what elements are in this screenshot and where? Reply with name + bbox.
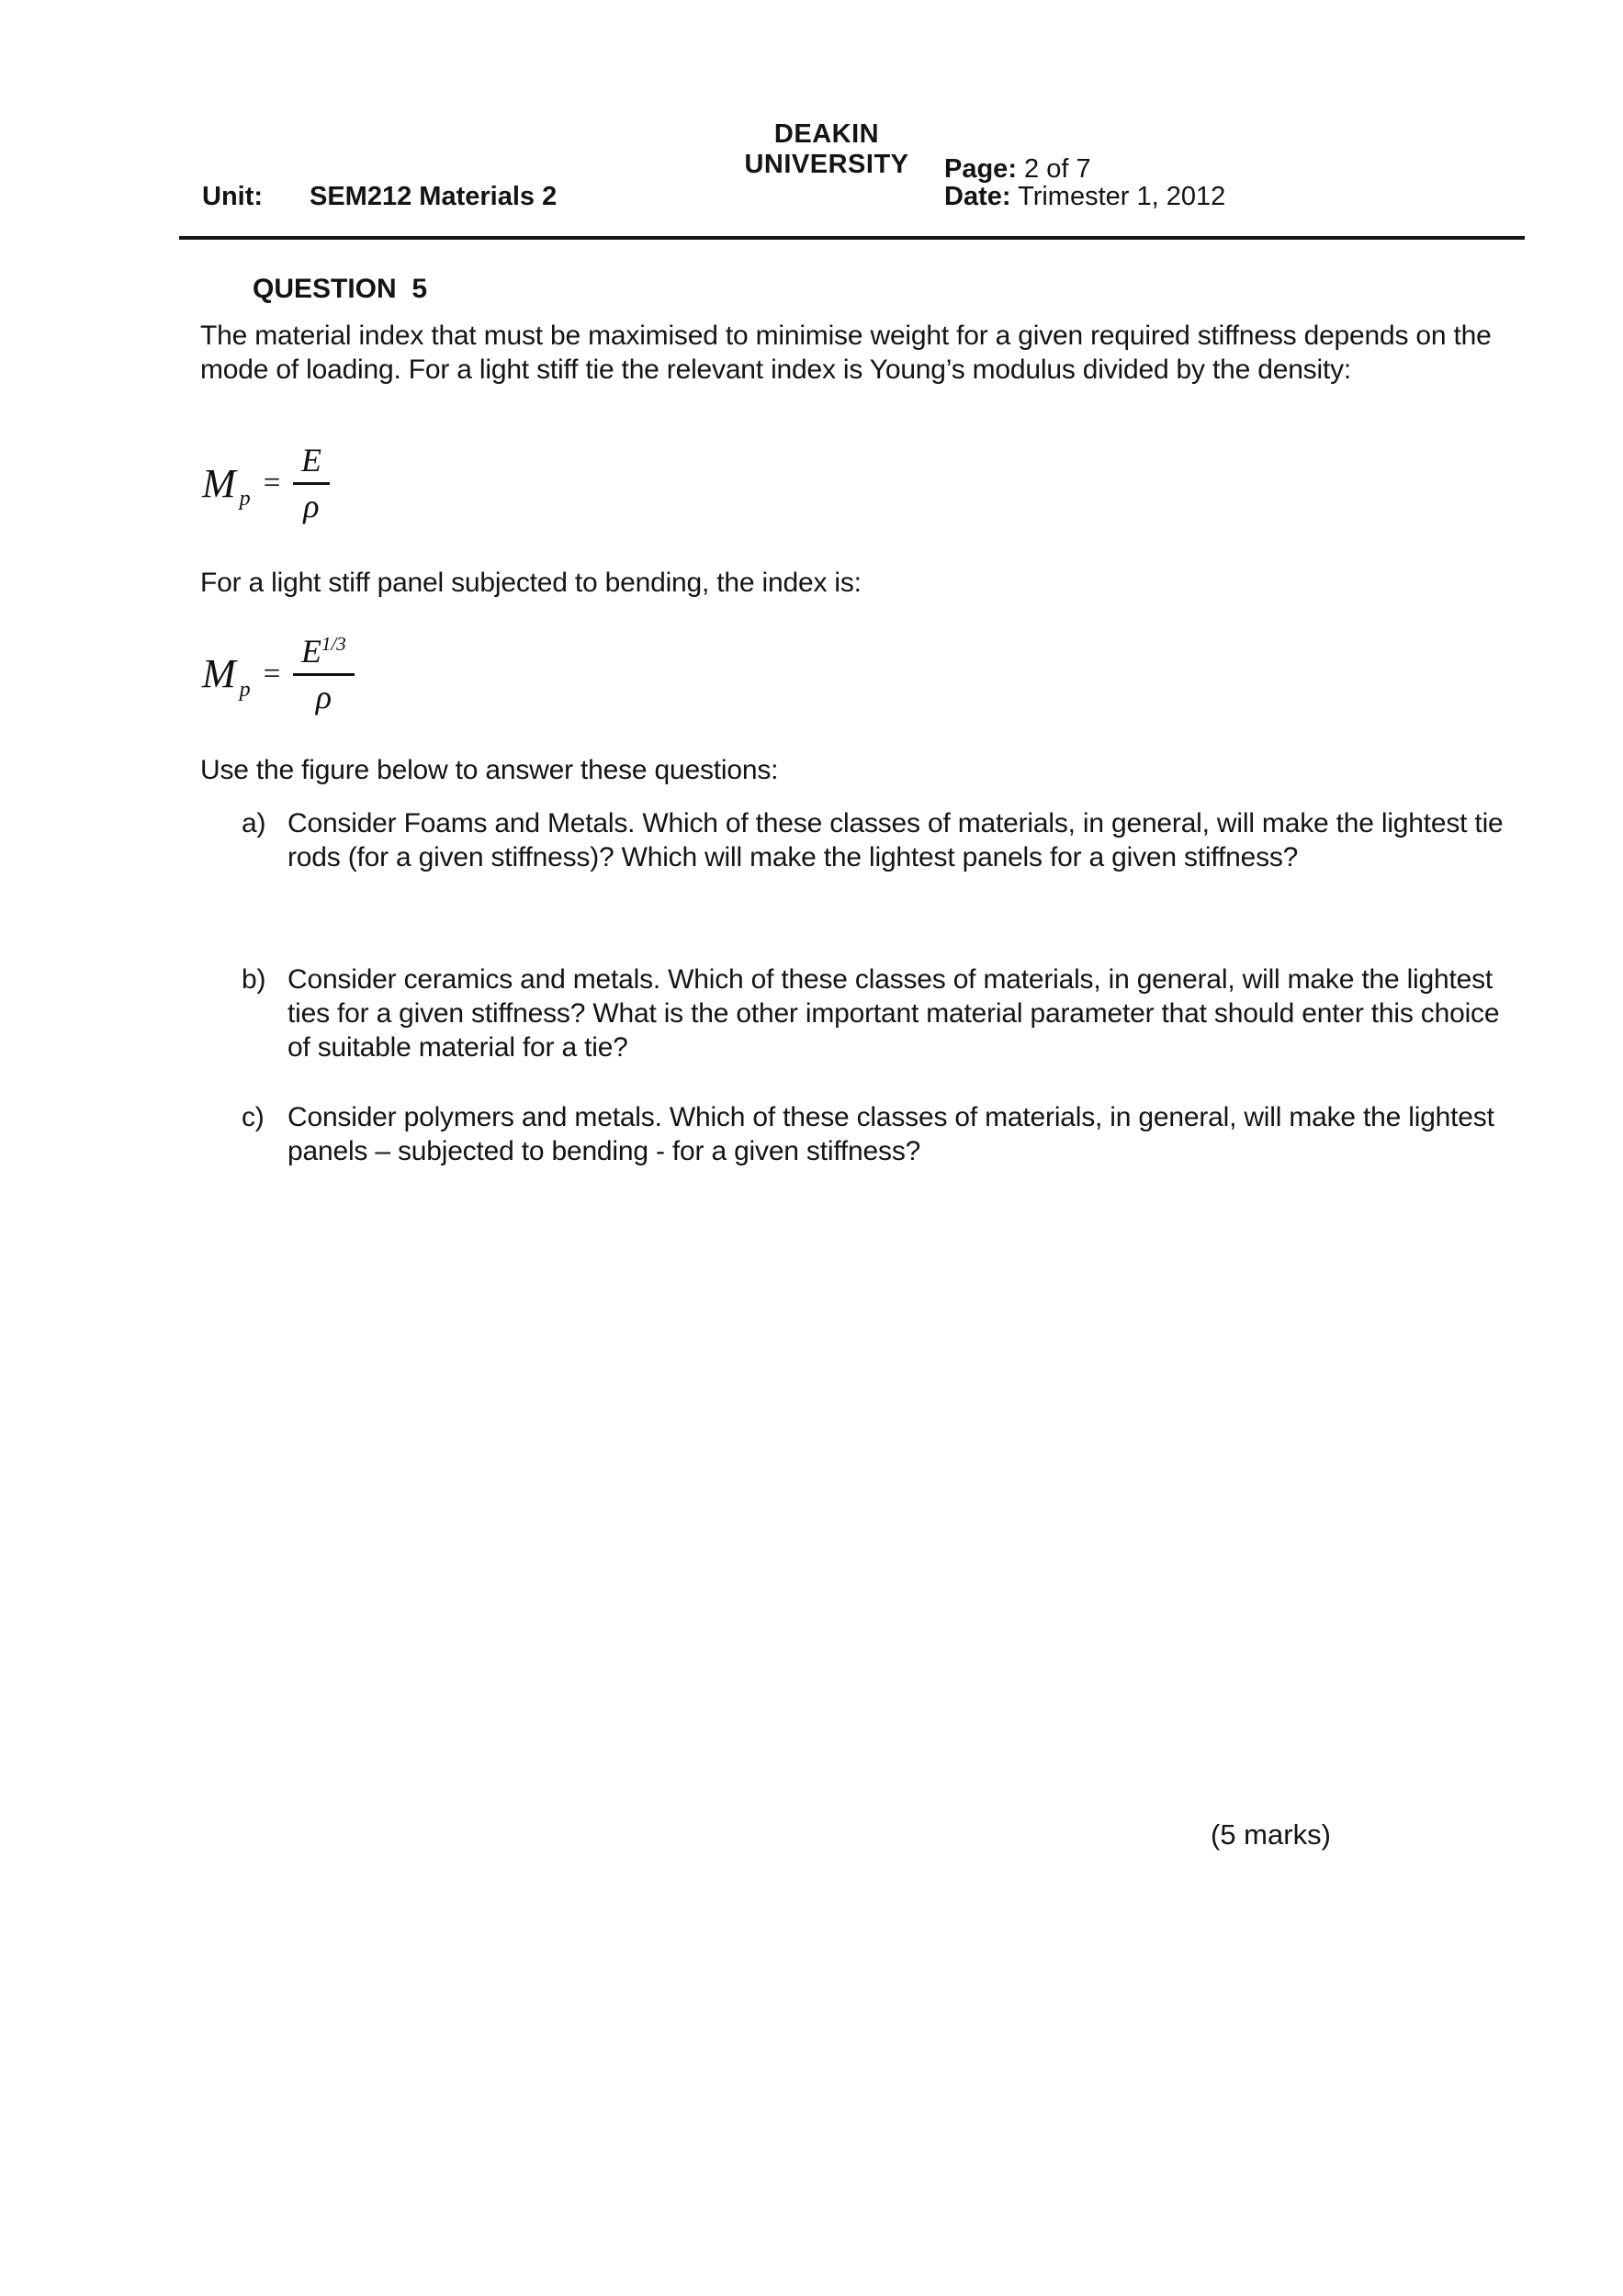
formula-M: M <box>202 460 236 506</box>
date-line <box>944 182 1225 212</box>
question-heading: QUESTION 5 <box>253 274 428 304</box>
equals-sign: = <box>261 467 282 501</box>
formula-sub: p <box>239 487 251 512</box>
formula-M: M <box>202 651 236 697</box>
page-number-line <box>944 154 1091 185</box>
fraction <box>293 634 355 715</box>
item-text: Consider Foams and Metals. Which of these classes of materials, in general, will make the lightest tie rods (for a given stiffness)? Which will make the lightest panels for a given stiffness? <box>287 808 1504 872</box>
marks-note: (5 marks) <box>1211 1818 1331 1851</box>
numerator-exponent: 1/3 <box>321 633 346 655</box>
fraction-denominator: ρ <box>303 487 320 524</box>
panel-text: For a light stiff panel subjected to bending, the index is: <box>200 568 862 598</box>
item-text: Consider ceramics and metals. Which of these classes of materials, in general, will make the lightest ties for a given stiffness? What is the other important material parameter that should enter this choice of suitable material for a tie? <box>287 964 1500 1063</box>
modulus-density-chart <box>266 1203 1359 1883</box>
page-value: 2 of 7 <box>1024 154 1091 184</box>
formula-tie-index <box>202 444 330 524</box>
unit-value: SEM212 Materials 2 <box>310 182 558 211</box>
figure-instruction: Use the figure below to answer these questions: <box>200 755 779 785</box>
fraction-numerator <box>293 634 355 676</box>
formula-sub: p <box>239 677 251 702</box>
item-label: a) <box>242 808 266 838</box>
date-value: Trimester 1, 2012 <box>1018 182 1226 211</box>
equals-sign: = <box>261 657 282 691</box>
item-label: c) <box>242 1102 265 1132</box>
item-label: b) <box>242 964 266 995</box>
ashby-chart-figure <box>266 1203 1359 1883</box>
date-label: Date: <box>944 182 1011 211</box>
unit-label: Unit: <box>202 182 264 211</box>
university-title: DEAKIN UNIVERSITY <box>744 119 909 179</box>
header-rule <box>179 236 1525 240</box>
numerator-base: E <box>300 633 321 670</box>
fraction <box>293 444 330 524</box>
question-intro: The material index that must be maximised to minimise weight for a given required stiffness depends on the mode of loading. For a light stiff tie the relevant index is Young’s modulus divided by the density: <box>200 321 1492 385</box>
page-label: Page: <box>944 154 1017 184</box>
question-item-b <box>242 962 1518 1064</box>
formula-panel-index <box>202 634 355 715</box>
question-item-c <box>242 1100 1518 1168</box>
question-item-a <box>242 806 1518 874</box>
fraction-numerator: E <box>293 444 330 485</box>
item-text: Consider polymers and metals. Which of these classes of materials, in general, will make the lightest panels – subjected to bending - for a given stiffness? <box>287 1102 1494 1166</box>
fraction-denominator: ρ <box>315 678 332 715</box>
